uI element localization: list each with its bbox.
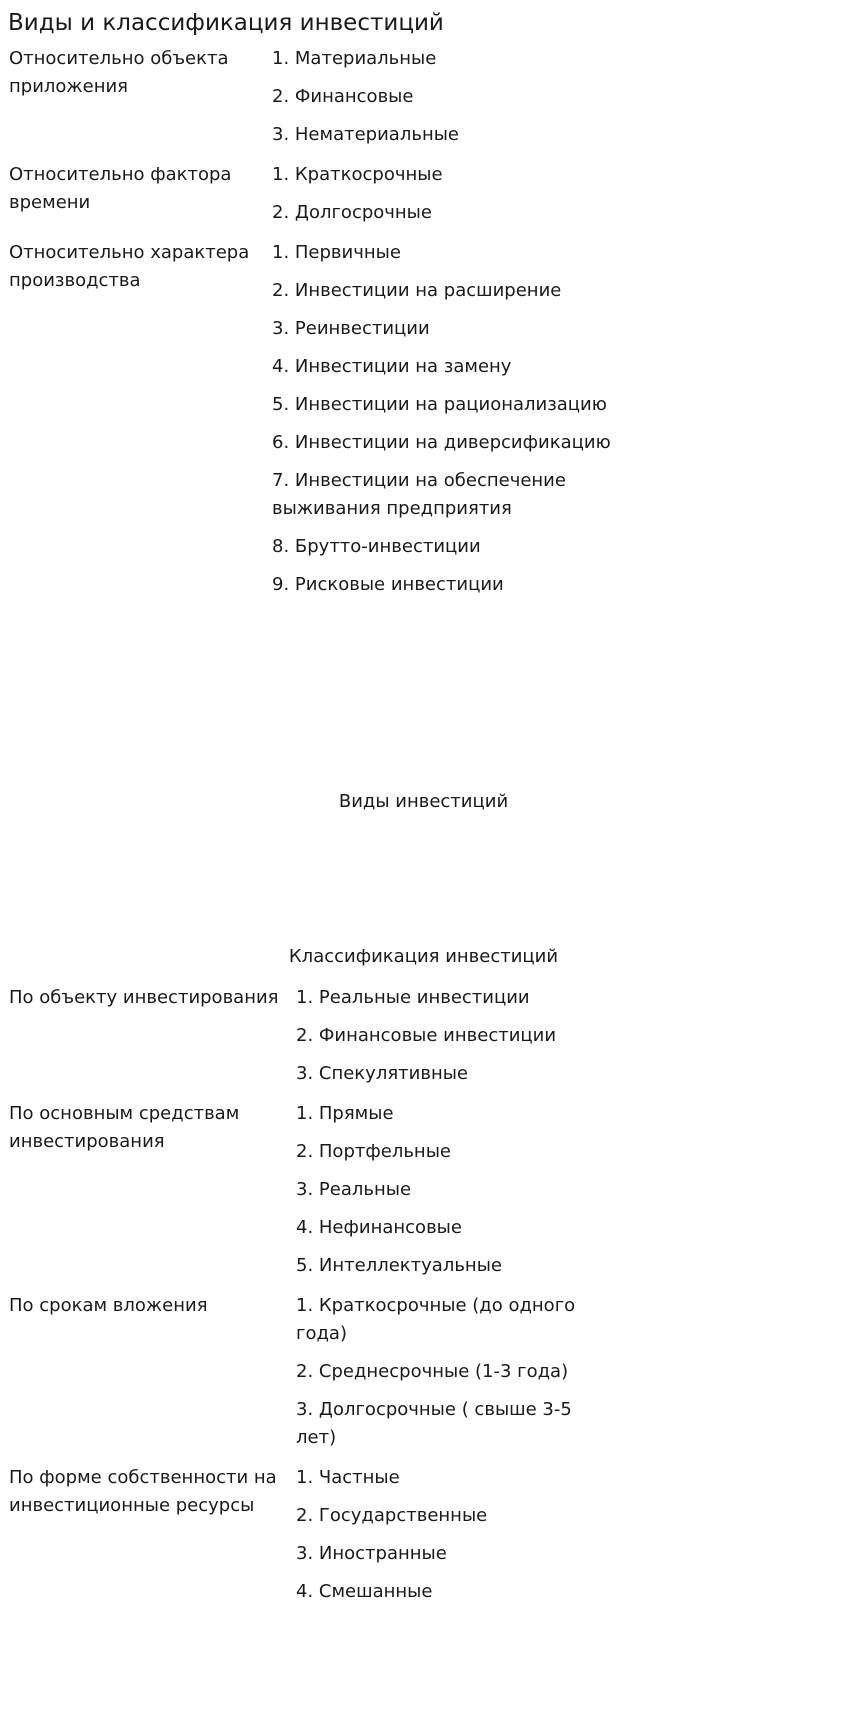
- list-item: 4. Нефинансовые: [296, 1217, 462, 1238]
- list-item: 5. Инвестиции на рационализацию: [272, 394, 607, 415]
- list-item: 2. Инвестиции на расширение: [272, 280, 562, 301]
- investment-types-table: [9, 45, 612, 611]
- list-item: 1. Прямые: [296, 1103, 394, 1124]
- list-item: 1. Краткосрочные (до одного года): [296, 1295, 576, 1344]
- category-label: По срокам вложения: [9, 1295, 208, 1316]
- list-item: 7. Инвестиции на обеспечение выживания предприятия: [272, 470, 566, 519]
- item-list: [296, 984, 606, 1100]
- list-item: 4. Инвестиции на замену: [272, 356, 512, 377]
- category-label: Относительно фактора времени: [9, 164, 232, 213]
- list-item: 1. Частные: [296, 1467, 400, 1488]
- list-item: 2. Финансовые: [272, 86, 414, 107]
- table-row: [9, 984, 606, 1100]
- investment-types-caption: Виды инвестиций: [338, 791, 509, 812]
- list-item: 3. Иностранные: [296, 1543, 447, 1564]
- table-row: [9, 239, 612, 611]
- table-row: [9, 45, 612, 161]
- list-item: 3. Нематериальные: [272, 124, 459, 145]
- list-item: 1. Реальные инвестиции: [296, 987, 530, 1008]
- list-item: 2. Портфельные: [296, 1141, 451, 1162]
- item-list: [296, 1464, 606, 1618]
- list-item: 3. Реальные: [296, 1179, 412, 1200]
- item-list: [272, 45, 612, 161]
- list-item: 6. Инвестиции на диверсификацию: [272, 432, 611, 453]
- item-list: [296, 1100, 606, 1292]
- table-row: [9, 1292, 606, 1464]
- item-list: [272, 161, 612, 239]
- list-item: 1. Материальные: [272, 48, 437, 69]
- table-row: [9, 1464, 606, 1618]
- list-item: 2. Среднесрочные (1-3 года): [296, 1361, 569, 1382]
- category-label: По основным средствам инвестирования: [9, 1103, 240, 1152]
- category-label: Относительно объекта приложения: [9, 48, 229, 97]
- list-item: 2. Государственные: [296, 1505, 488, 1526]
- list-item: 3. Спекулятивные: [296, 1063, 469, 1084]
- classification-caption: Классификация инвестиций: [288, 946, 559, 967]
- table-row: [9, 1100, 606, 1292]
- list-item: 2. Долгосрочные: [272, 202, 432, 223]
- list-item: 3. Долгосрочные ( свыше 3-5 лет): [296, 1399, 572, 1448]
- list-item: 4. Смешанные: [296, 1581, 433, 1602]
- list-item: 5. Интеллектуальные: [296, 1255, 502, 1276]
- table-row: [9, 161, 612, 239]
- category-label: По объекту инвестирования: [9, 987, 279, 1008]
- page-title: Виды и классификация инвестиций: [8, 10, 444, 36]
- item-list: [272, 239, 612, 611]
- list-item: 1. Первичные: [272, 242, 401, 263]
- item-list: [296, 1292, 606, 1464]
- category-label: Относительно характера производства: [9, 242, 250, 291]
- category-label: По форме собственности на инвестиционные ресурсы: [9, 1467, 277, 1516]
- investment-classification-table: [9, 984, 606, 1618]
- list-item: 1. Краткосрочные: [272, 164, 443, 185]
- list-item: 8. Брутто-инвестиции: [272, 536, 481, 557]
- list-item: 3. Реинвестиции: [272, 318, 430, 339]
- list-item: 2. Финансовые инвестиции: [296, 1025, 557, 1046]
- list-item: 9. Рисковые инвестиции: [272, 574, 504, 595]
